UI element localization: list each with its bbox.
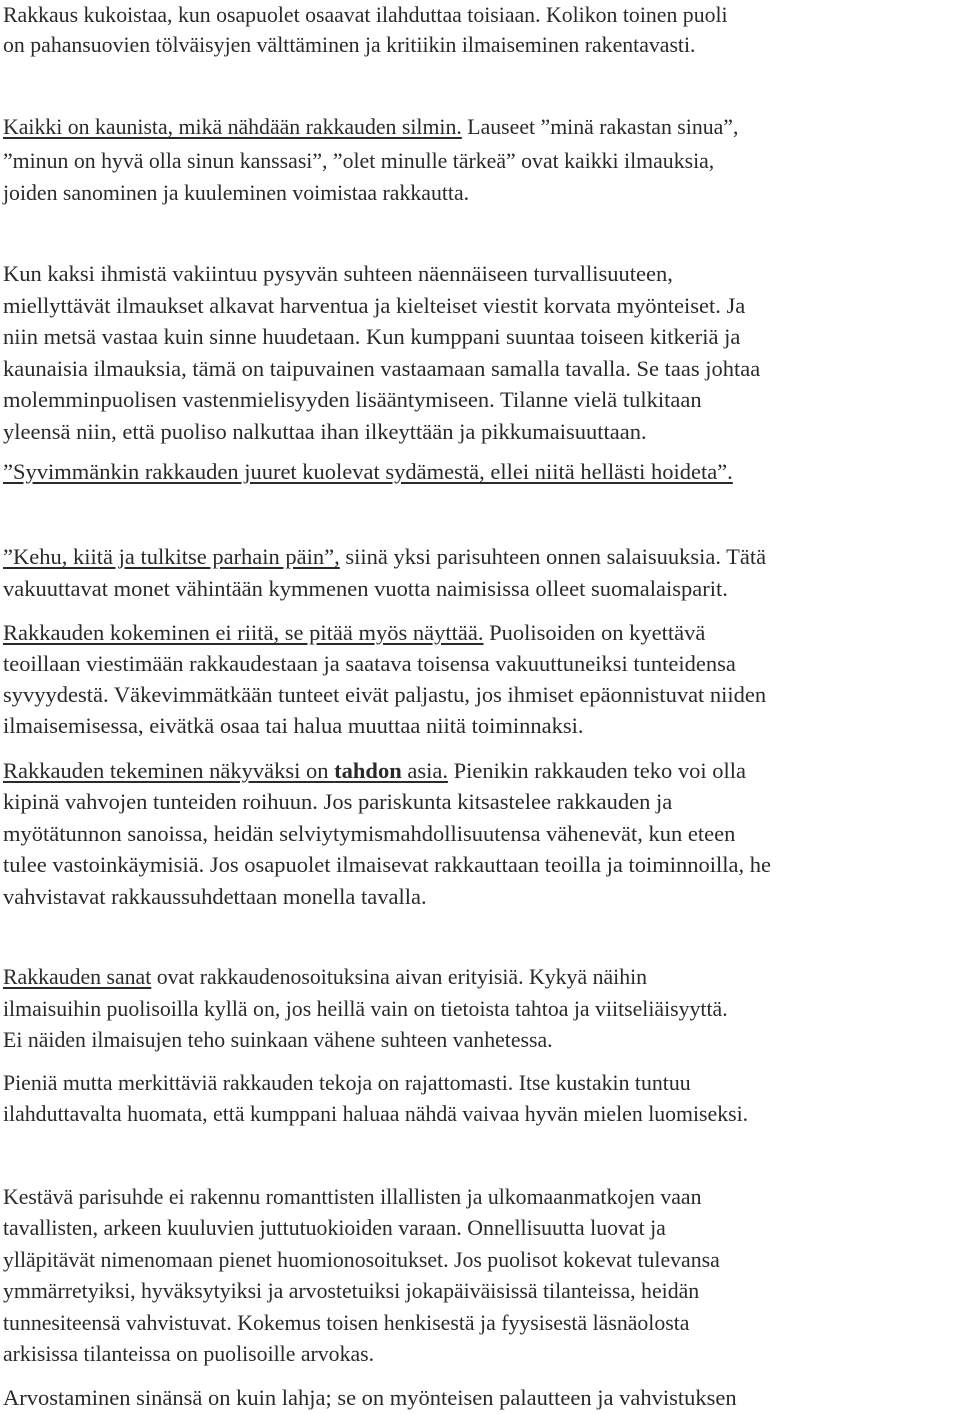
- paragraph-6-line-3: myötätunnon sanoissa, heidän selviytymismahdollisuutensa vähenevät, kun eteen: [3, 821, 736, 846]
- paragraph-3-line-1: Kun kaksi ihmistä vakiintuu pysyvän suhteen näennäiseen turvallisuuteen,: [3, 261, 673, 286]
- underlined-phrase: [3, 758, 448, 783]
- paragraph-5-line-1: [3, 617, 705, 649]
- paragraph-9-line-3: ylläpitävät nimenomaan pienet huomionosoitukset. Jos puolisot kokevat tulevansa: [3, 1248, 720, 1272]
- paragraph-9-line-6: arkisissa tilanteissa on puolisoille arvokas.: [3, 1342, 375, 1366]
- paragraph-2-line-2: ”minun on hyvä olla sinun kanssasi”, ”olet minulle tärkeä” ovat kaikki ilmauksia,: [3, 149, 715, 173]
- paragraph-6-line-2: kipinä vahvojen tunteiden roihuun. Jos pariskunta kitsastelee rakkauden ja: [3, 789, 673, 814]
- paragraph-8-line-2: ilahduttavalta huomata, että kumppani haluaa nähdä vaivaa hyvän mielen luomiseksi.: [3, 1102, 749, 1126]
- paragraph-6-line-5: vahvistavat rakkaussuhdettaan monella tavalla.: [3, 884, 427, 909]
- underlined-phrase: Rakkauden kokeminen ei riitä, se pitää myös näyttää.: [3, 620, 484, 645]
- paragraph-3-line-6: yleensä niin, että puoliso nalkuttaa ihan ilkeyttään ja pikkumaisuuttaan.: [3, 419, 647, 444]
- bold-word: tahdon: [334, 758, 402, 783]
- text-run: Lauseet ”minä rakastan sinua”,: [461, 115, 739, 139]
- paragraph-4-line-1: [3, 541, 766, 573]
- paragraph-1-line-2: on pahansuovien tölväisyjen välttäminen ja kritiikin ilmaiseminen rakentavasti.: [3, 33, 696, 57]
- paragraph-5-line-4: ilmaisemisessa, eivätkä osaa tai halua muuttaa niitä toiminnaksi.: [3, 713, 584, 738]
- paragraph-1-line-1: Rakkaus kukoistaa, kun osapuolet osaavat ilahduttaa toisiaan. Kolikon toinen puoli: [3, 3, 728, 27]
- underlined-quote: ”Kehu, kiitä ja tulkitse parhain päin”,: [3, 544, 340, 569]
- paragraph-9-line-1: Kestävä parisuhde ei rakennu romanttisten illallisten ja ulkomaanmatkojen vaan: [3, 1185, 702, 1209]
- underlined-phrase: Kaikki on kaunista, mikä nähdään rakkauden silmin.: [3, 115, 462, 139]
- paragraph-3-line-7: [3, 456, 733, 488]
- paragraph-10-line-1: Arvostaminen sinänsä on kuin lahja; se on myönteisen palautteen ja vahvistuksen: [3, 1385, 737, 1410]
- paragraph-8-line-1: Pieniä mutta merkittäviä rakkauden tekoja on rajattomasti. Itse kustakin tuntuu: [3, 1071, 691, 1095]
- paragraph-2-line-3: joiden sanominen ja kuuleminen voimistaa rakkautta.: [3, 181, 470, 205]
- paragraph-3-line-5: molemminpuolisen vastenmielisyyden lisääntymiseen. Tilanne vielä tulkitaan: [3, 387, 702, 412]
- paragraph-6-line-4: tulee vastoinkäymisiä. Jos osapuolet ilmaisevat rakkauttaan teoilla ja toiminnoilla, he: [3, 852, 771, 877]
- paragraph-9-line-5: tunnesiteensä vahvistuvat. Kokemus toisen henkisestä ja fyysisestä läsnäolosta: [3, 1311, 690, 1335]
- underlined-quote: ”Syvimmänkin rakkauden juuret kuolevat sydämestä, ellei niitä hellästi hoideta”.: [3, 459, 733, 484]
- paragraph-7-line-3: Ei näiden ilmaisujen teho suinkaan vähene suhteen vanhetessa.: [3, 1028, 553, 1052]
- paragraph-3-line-3: niin metsä vastaa kuin sinne huudetaan. Kun kumppani suuntaa toiseen kitkeriä ja: [3, 324, 741, 349]
- text-run: ovat rakkaudenosoituksina aivan erityisiä. Kykyä näihin: [151, 965, 648, 989]
- paragraph-6-line-1: [3, 755, 746, 787]
- paragraph-9-line-2: tavallisten, arkeen kuuluvien juttutuokioiden varaan. Onnellisuutta luovat ja: [3, 1216, 666, 1240]
- text-run: Rakkauden tekeminen näkyväksi on: [3, 758, 335, 783]
- paragraph-3-line-4: kaunaisia ilmauksia, tämä on taipuvainen vastaamaan samalla tavalla. Se taas johtaa: [3, 356, 761, 381]
- paragraph-5-line-2: teoillaan viestimään rakkaudestaan ja saatava toisensa vakuuttuneiksi tunteidensa: [3, 651, 736, 676]
- paragraph-7-line-1: [3, 962, 647, 994]
- text-run: siinä yksi parisuhteen onnen salaisuuksia. Tätä: [339, 544, 767, 569]
- paragraph-4-line-2: vakuuttavat monet vähintään kymmenen vuotta naimisissa olleet suomalaisparit.: [3, 576, 728, 601]
- paragraph-9-line-4: ymmärretyiksi, hyväksytyiksi ja arvostetuiksi jokapäiväisissä tilanteissa, heidän: [3, 1279, 700, 1303]
- text-run: Pienikin rakkauden teko voi olla: [447, 758, 747, 783]
- text-run: Puolisoiden on kyettävä: [483, 620, 706, 645]
- text-run: asia.: [401, 758, 448, 783]
- paragraph-5-line-3: syvyydestä. Väkevimmätkään tunteet eivät paljastu, jos ihmiset epäonnistuvat niiden: [3, 682, 767, 707]
- paragraph-7-line-2: ilmaisuihin puolisoilla kyllä on, jos heillä vain on tietoista tahtoa ja viitseliäisyyttä.: [3, 997, 728, 1021]
- underlined-phrase: Rakkauden sanat: [3, 965, 152, 989]
- paragraph-3-line-2: miellyttävät ilmaukset alkavat harventua ja kielteiset viestit korvata myönteiset. Ja: [3, 293, 746, 318]
- paragraph-2-line-1: [3, 112, 738, 144]
